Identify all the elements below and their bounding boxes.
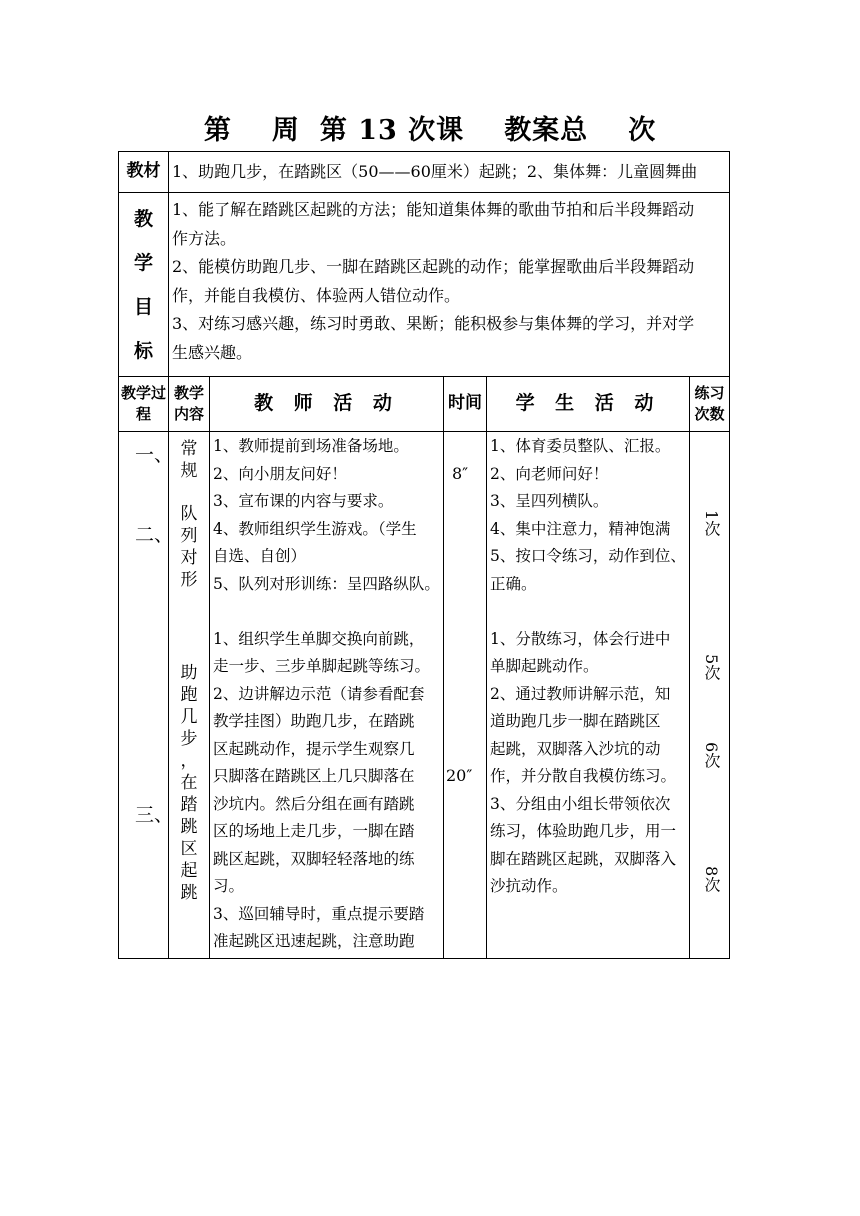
goal-line: 作方法。	[172, 228, 237, 248]
time-2: 20″	[446, 766, 473, 785]
title-part5: 次	[628, 115, 657, 146]
teacher-spacer	[213, 598, 441, 626]
goal-line: 1、能了解在踏跳区起跳的方法；能知道集体舞的歌曲节拍和后半段舞蹈动	[172, 200, 695, 219]
goals-label	[119, 193, 169, 377]
content-char: 区	[180, 839, 198, 859]
title-part3: 第 13 次课	[319, 115, 465, 146]
teacher-line: 教学挂图）助跑几步，在踏跳	[213, 712, 415, 730]
teacher-line: 只脚落在踏跳区上几只脚落在	[213, 767, 415, 785]
teacher-line: 区起跳动作，提示学生观察几	[213, 739, 415, 758]
lesson-plan-table	[118, 151, 730, 959]
time-1: 8″	[452, 464, 469, 483]
student-line: 4、集中注意力，精神饱满	[490, 519, 671, 538]
content-routine	[177, 438, 201, 482]
title-part4: 教案总	[504, 115, 589, 146]
count-1: 1次	[702, 510, 721, 537]
student-activities	[487, 432, 690, 959]
content-jump	[177, 662, 201, 904]
student-line: 1、分散练习，体会行进中	[490, 629, 671, 648]
student-line: 5、按口令练习，动作到位、	[490, 547, 686, 565]
content-char: 几	[180, 707, 198, 727]
teacher-line: 走一步、三步单脚起跳等练习。	[213, 657, 431, 675]
goal-line: 2、能模仿助跑几步、一脚在踏跳区起跳的动作；能掌握歌曲后半段舞蹈动	[172, 257, 695, 276]
teacher-line: 1、组织学生单脚交换向前跳，	[213, 629, 425, 648]
content-char: 跳	[180, 883, 198, 903]
student-line: 单脚起跳动作。	[490, 657, 599, 675]
process-label-3: 三、	[135, 804, 174, 826]
student-line: 正确。	[490, 574, 537, 593]
student-spacer	[490, 598, 687, 626]
content-cell	[169, 432, 210, 959]
content-char: 踏	[180, 795, 198, 815]
teacher-line: 2、向小朋友问好！	[213, 464, 347, 483]
header-content: 教学内容	[169, 377, 210, 432]
teacher-activities	[210, 432, 444, 959]
process-label-1: 一、	[135, 444, 174, 466]
teacher-line: 跳区起跳，双脚轻轻落地的练	[213, 849, 415, 868]
student-line: 2、向老师问好！	[490, 464, 609, 483]
header-time: 时间	[444, 377, 487, 432]
goal-line: 生感兴趣。	[172, 342, 253, 362]
student-line: 沙抗动作。	[490, 877, 568, 895]
page-title	[0, 108, 860, 147]
teacher-line: 习。	[213, 877, 245, 895]
time-cell	[444, 432, 487, 959]
header-process: 教学过程	[119, 377, 169, 432]
goal-line: 3、对练习感兴趣，练习时勇敢、果断；能积极参与集体舞的学习，并对学	[172, 314, 695, 333]
content-char: 起	[180, 861, 198, 881]
student-line: 1、体育委员整队、汇报。	[490, 437, 671, 455]
goals-label-char: 标	[133, 339, 153, 362]
goals-text	[169, 193, 730, 377]
header-student: 学 生 活 动	[487, 377, 690, 432]
content-char: 跳	[180, 817, 198, 837]
title-part1: 第	[203, 115, 232, 146]
teacher-line: 沙坑内。然后分组在画有踏跳	[213, 794, 415, 813]
content-char: 列	[180, 526, 198, 546]
student-line: 3、分组由小组长带领依次	[490, 794, 671, 813]
content-char: 形	[180, 570, 198, 590]
goals-label-char: 教	[133, 207, 153, 230]
content-char: 在	[180, 773, 198, 793]
count-2: 5次	[702, 654, 721, 681]
student-line: 起跳，双脚落入沙坑的动	[490, 739, 661, 758]
header-teacher: 教 师 活 动	[210, 377, 444, 432]
content-char: ，	[180, 751, 198, 771]
count-4: 8次	[702, 866, 721, 893]
teacher-line: 准起跳区迅速起跳，注意助跑	[213, 932, 415, 950]
content-char: 常	[180, 439, 198, 459]
teacher-line: 4、教师组织学生游戏。（学生	[213, 519, 417, 538]
count-3: 6次	[702, 742, 721, 769]
content-char: 跑	[180, 685, 198, 705]
student-line: 练习，体验助跑几步，用一	[490, 822, 677, 840]
goals-label-char: 目	[133, 295, 153, 318]
teacher-line: 2、边讲解边示范（请参看配套	[213, 684, 425, 703]
material-label: 教材	[119, 152, 169, 193]
goal-line: 作，并能自我模仿、体验两人错位动作。	[172, 285, 461, 305]
teacher-line: 3、巡回辅导时，重点提示要踏	[213, 904, 425, 923]
process-label-2: 二、	[135, 524, 174, 546]
goals-label-char: 学	[133, 251, 153, 274]
content-char: 步	[180, 729, 198, 749]
student-line: 作，并分散自我模仿练习。	[490, 767, 677, 785]
teacher-line: 区的场地上走几步，一脚在踏	[213, 822, 415, 840]
teacher-line: 3、宣布课的内容与要求。	[213, 492, 394, 510]
header-count: 练习次数	[690, 377, 730, 432]
teacher-line: 1、教师提前到场准备场地。	[213, 437, 409, 455]
student-line: 3、呈四列横队。	[490, 492, 609, 510]
content-char: 助	[180, 663, 198, 683]
content-char: 队	[180, 504, 198, 524]
content-formation	[177, 503, 201, 591]
content-char: 规	[180, 461, 198, 481]
teacher-line: 自选、自创）	[213, 547, 307, 565]
student-line: 道助跑几步一脚在踏跳区	[490, 712, 661, 730]
content-char: 对	[180, 548, 198, 568]
material-text: 1、助跑几步，在踏跳区（50——60厘米）起跳；2、集体舞：儿童圆舞曲	[169, 152, 730, 193]
student-line: 脚在踏跳区起跳，双脚落入	[490, 849, 677, 868]
count-cell	[690, 432, 730, 959]
title-part2: 周	[271, 115, 300, 146]
student-line: 2、通过教师讲解示范，知	[490, 684, 671, 703]
process-cell	[119, 432, 174, 959]
teacher-line: 5、队列对形训练：呈四路纵队。	[213, 574, 440, 593]
